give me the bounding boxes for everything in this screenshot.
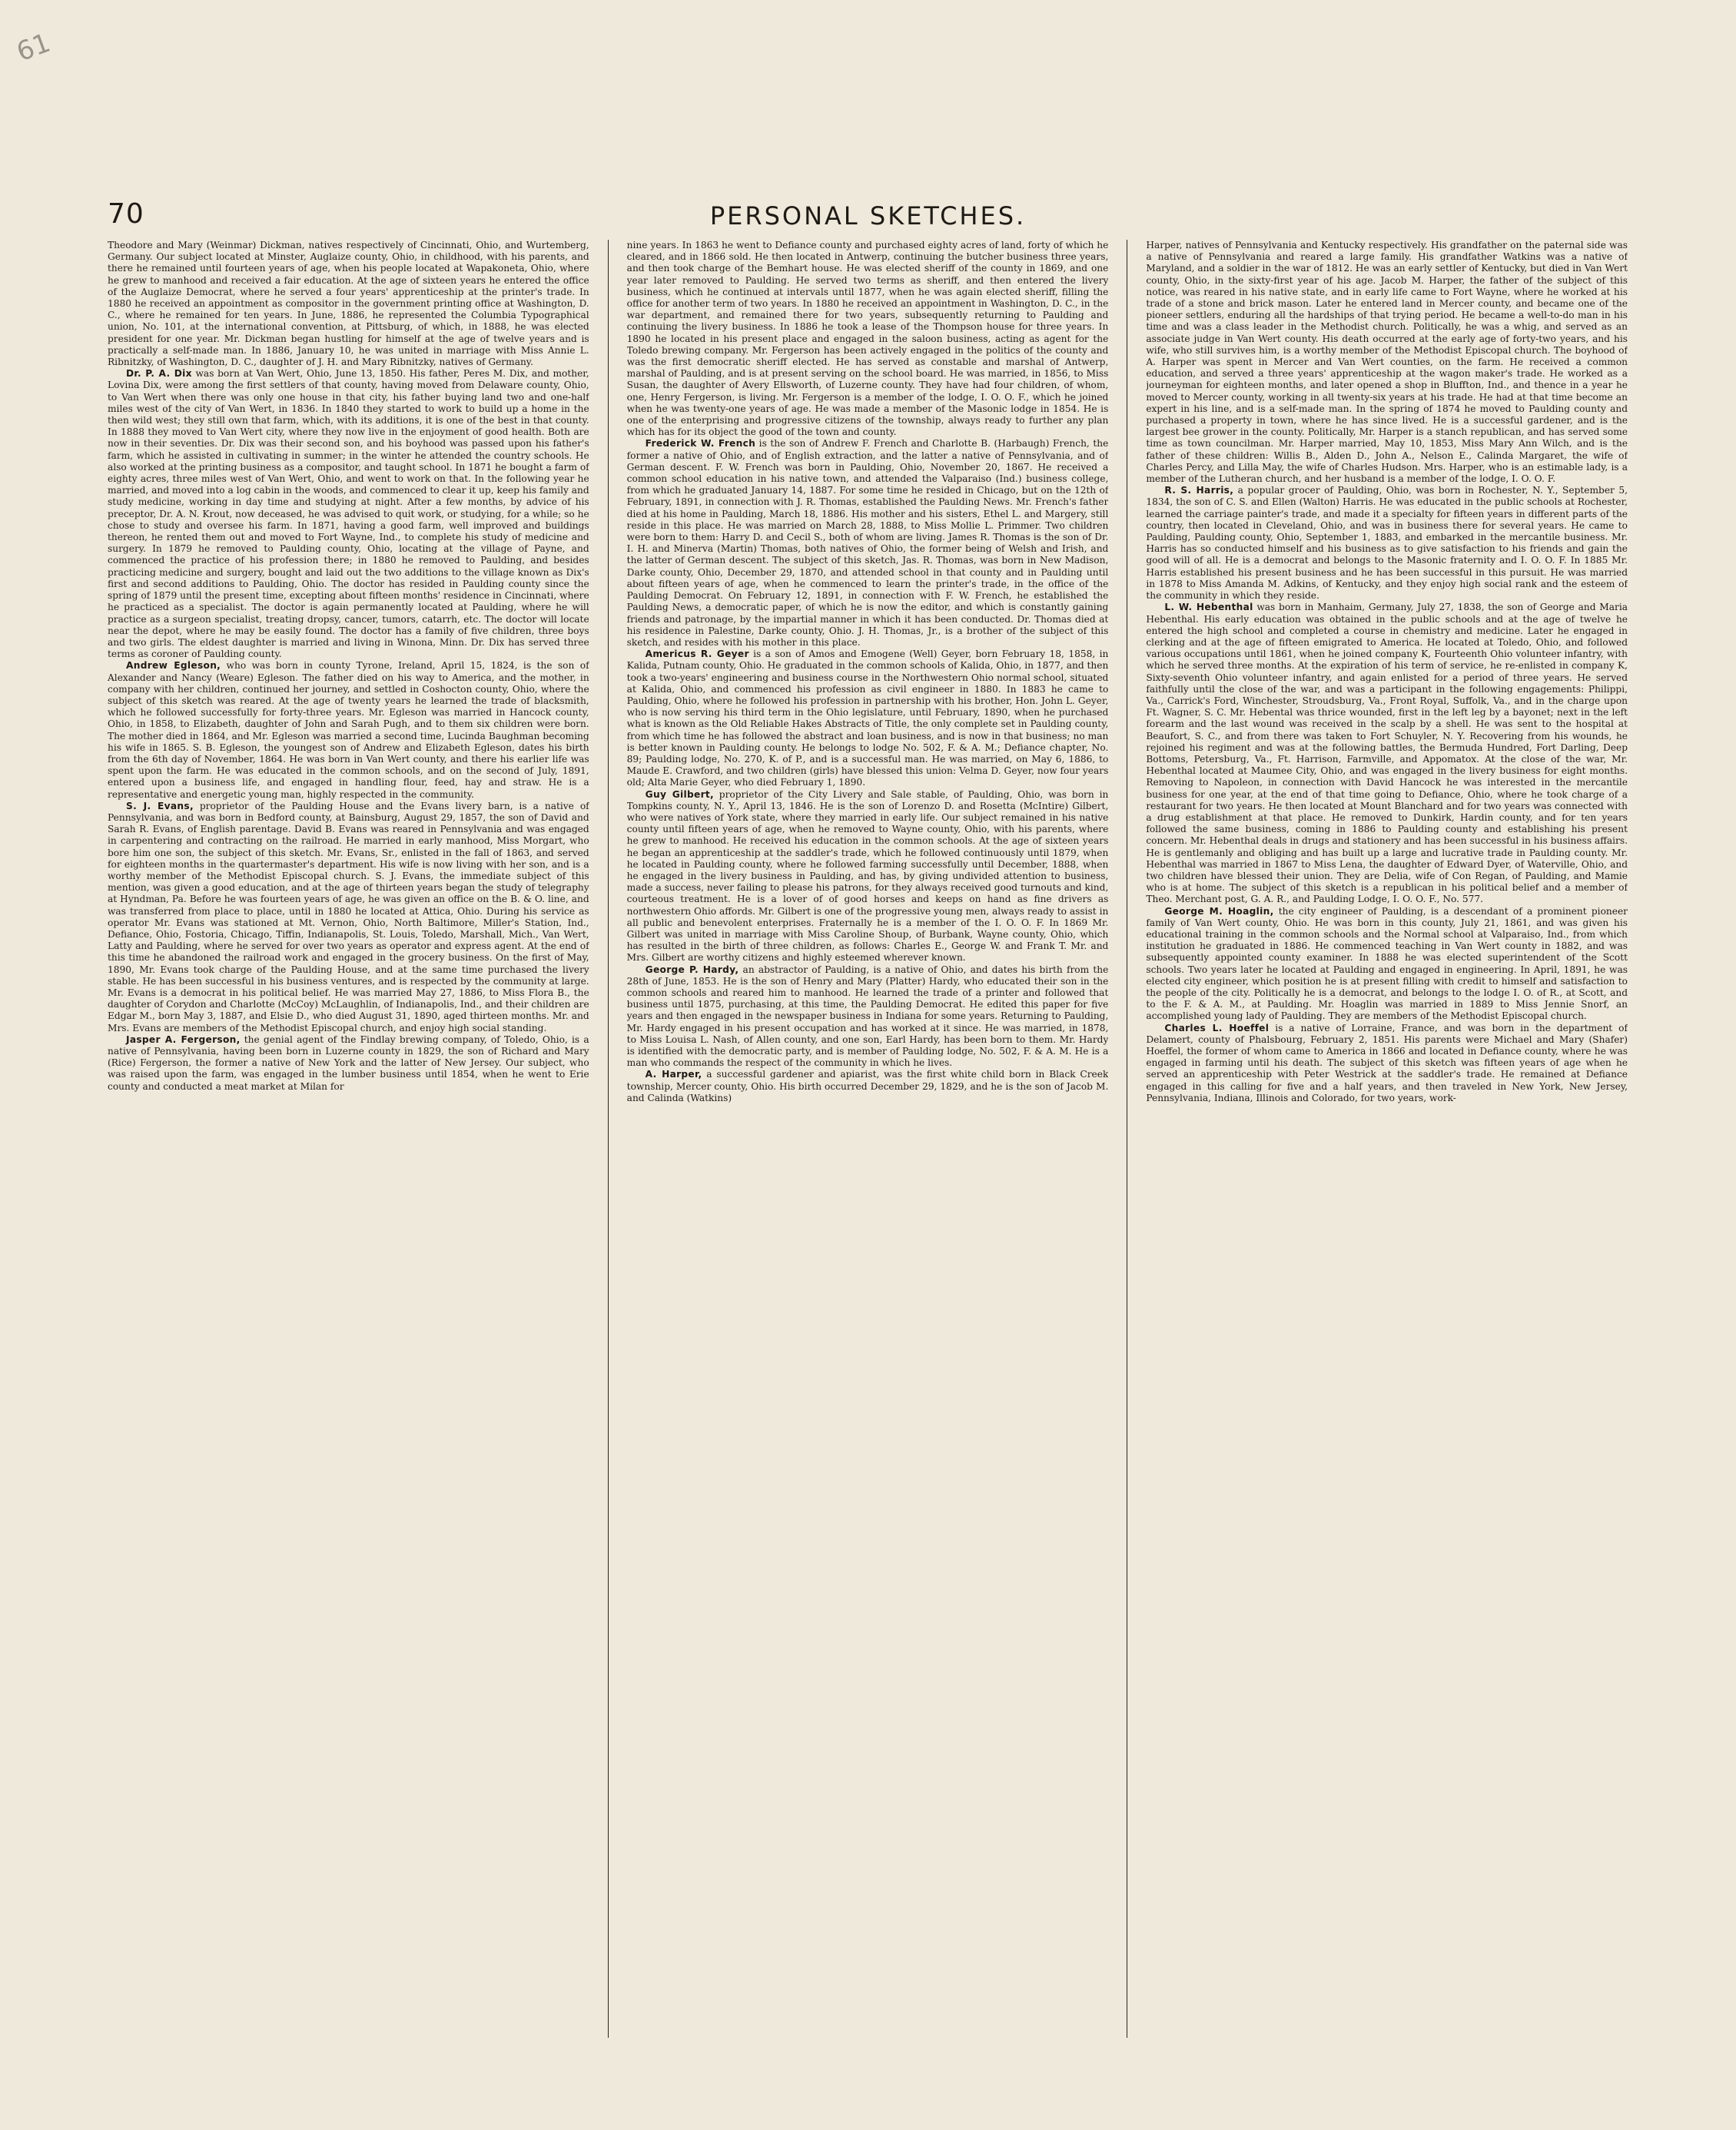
subject-name: George P. Hardy, (645, 964, 739, 975)
subject-name: Dr. P. A. Dix (126, 368, 192, 380)
sketch-text: Harper, natives of Pennsylvania and Kentucky respectively. His grandfather on the paternal side was a native of Pennsylvania and reared a large family. His grandfather Watkins was a native of Maryland, and a soldier in the war of 1812. He was an early settler of Kentucky, but died in Van Wert county, Ohio, in the sixty-first year of his age. Jacob M. Harper, the father of the subject of this notice, was reared in his native state, and in early life came to Fort Wayne, where he worked at his trade of a stone and brick mason. Later he entered land in Mercer county, and became one of the pioneer settlers, enduring all the hardships of that trying period. He became a well-to-do man in his time and was a class leader in the Methodist church. Politically, he was a whig, and served as an associate judge in Van Wert county. His death occurred at the early age of forty-two years, and his wife, who still survives him, is a worthy member of the Methodist Episcopal church. The boyhood of A. Harper was spent in Mercer and Van Wert counties, on the farm. He received a common education, and served a three years' apprenticeship at the wagon maker's trade. He worked as a journeyman for eighteen months, and later opened a shop in Bluffton, Ind., and thence in a year he moved to Mercer county, working in all twenty-six years at his trade. He had at that time become an expert in his line, and is a self-made man. In the spring of 1874 he moved to Paulding county and purchased a property in town, where he has since lived. He is a successful gardener, and is the largest bee grower in the county. Politically, Mr. Harper is a stanch republican, and has served some time as town councilman. Mr. Harper married, May 10, 1853, Miss Mary Ann Wilch, and is the father of these children: Willis B., Alden D., John A., Nelson E., Calinda Margaret, the wife of Charles Percy, and Lilla May, the wife of Charles Hudson. Mrs. Harper, who is an estimable lady, is a member of the Lutheran church, and her husband is a member of the lodge, I. O. O. F. (1146, 240, 1628, 485)
sketch-paragraph (627, 240, 1109, 438)
page-number: 70 (108, 198, 144, 230)
sketch-text: an abstractor of Paulding, is a native of Ohio, and dates his birth from the 28th of June, 1853. He is the son of Henry and Mary (Platter) Hardy, who educated their son in the common schools and reared him to manhood. He learned the trade of a printer and followed that business until 1875, purchasing, at this time, the Paulding Democrat. He edited this paper for five years and then engaged in the newspaper business in Indiana for some years. Returning to Paulding, Mr. Hardy engaged in his present occupation and has worked at it since. He was married, in 1878, to Miss Louisa L. Nash, of Allen county, and one son, Earl Hardy, has been born to them. Mr. Hardy is identified with the democratic party, and is member of Paulding lodge, No. 502, F. & A. M. He is a man who commands the respect of the community in which he lives. (626, 964, 1109, 1069)
sketch-paragraph (108, 1034, 589, 1093)
subject-name: Guy Gilbert, (645, 788, 714, 800)
sketch-paragraph (108, 801, 589, 1034)
sketch-paragraph (627, 789, 1109, 964)
sketch-text: nine years. In 1863 he went to Defiance county and purchased eighty acres of land, forty of which he cleared, and in 1866 sold. He then located in Antwerp, continuing the butcher business three years, and then took charge of the Bemhart house. He was elected sheriff of the county in 1869, and one year later removed to Paulding. He served two terms as sheriff, and then entered the livery business, which he continued at intervals until 1877, when he was again elected sheriff, filling the office for another term of two years. In 1880 he received an appointment in Washington, D. C., in the war department, and remained there for two years, subsequently returning to Paulding and continuing the livery business. In 1886 he took a lease of the Thompson house for three years. In 1890 he located in his present place and engaged in the saloon business, acting as agent for the Toledo brewing company. Mr. Fergerson has been actively engaged in the politics of the county and was the first democratic sheriff elected. He has served as constable and marshal of Antwerp, marshal of Paulding, and is at present serving on the school board. He was married, in 1856, to Miss Susan, the daughter of Avery Ellsworth, of Luzerne county. They have had four children, of whom, one, Henry Fergerson, is living. Mr. Fergerson is a member of the lodge, I. O. O. F., which he joined when he was twenty-one years of age. He was made a member of the Masonic lodge in 1854. He is one of the enterprising and progressive citizens of the township, always ready to further any plan which has for its object the good of the town and county. (626, 240, 1109, 438)
sketch-paragraph (1146, 485, 1628, 602)
sketch-paragraph (627, 1069, 1109, 1104)
sketch-paragraph (1146, 602, 1628, 905)
sketch-paragraph (108, 368, 589, 660)
pencil-mark: 61 (12, 27, 55, 68)
subject-name: Americus R. Geyer (645, 649, 749, 660)
sketch-text: is the son of Andrew F. French and Charlotte B. (Harbaugh) French, the former a native of Ohio, and of English extraction, and the latter a native of Pennsylvania, and of German descent. F. W. French was born in Paulding, Ohio, November 20, 1867. He received a common school education in his native town, and attended the Valparaiso (Ind.) business college, from which he graduated January 14, 1887. For some time he resided in Chicago, but on the 12th of February, 1891, in connection with J. R. Thomas, established the Paulding News. Mr. French's father died at his home in Paulding, March 18, 1886. His mother and his sisters, Ethel L. and Margery, still reside in this place. He was married on March 28, 1888, to Miss Mollie L. Primmer. Two children were born to them: Harry D. and Cecil S., both of whom are living. James R. Thomas is the son of Dr. I. H. and Minerva (Martin) Thomas, both natives of Ohio, the former being of Welsh and Irish, and the latter of German descent. The subject of this sketch, Jas. R. Thomas, was born in New Madison, Darke county, Ohio, December 29, 1870, and attended school in that county and in Paulding until about fifteen years of age, when he commenced to learn the printer's trade, in the office of the Paulding Democrat. On February 12, 1891, in connection with F. W. French, he established the Paulding News, a democratic paper, of which he is now the editor, and which is constantly gaining friends and patronage, by the impartial manner in which it has been conducted. Dr. Thomas died at his residence in Palestine, Darke county, Ohio. J. H. Thomas, Jr., is a brother of the subject of this sketch, and resides with his mother in this place. (626, 438, 1109, 648)
sketch-paragraph (627, 649, 1109, 788)
sketch-text: was born at Van Wert, Ohio, June 13, 1850. His father, Peres M. Dix, and mother, Lovina Dix, were among the first settlers of that county, having moved from Delaware county, Ohio, to Van Wert when there was only one house in that city, his father buying land two and one-half miles west of the city of Van Wert, in 1836. In 1840 they started to work to build up a home in the then wild west; they still own that farm, which, with its additions, it is one of the best in that county. In 1888 they moved to Van Wert city, where they now live in the enjoyment of good health. Both are now in their seventies. Dr. Dix was their second son, and his boyhood was passed upon his father's farm, which he assisted in cultivating in summer; in the winter he attended the country schools. He also worked at the printing business as a compositor, and taught school. In 1871 he bought a farm of eighty acres, three miles west of Van Wert, Ohio, and went to work on that. In the following year he married, and moved into a log cabin in the woods, and commenced to clear it up, keep his family and study medicine, working in day time and studying at night. After a few months, by advice of his preceptor, Dr. A. N. Krout, now deceased, he was advised to quit work, or studying, for a while; so he chose to study and oversee his farm. In 1871, having a good farm, well improved and buildings thereon, he rented them out and moved to Fort Wayne, Ind., to complete his study of medicine and surgery. In 1879 he removed to Paulding county, Ohio, locating at the village of Payne, and commenced the practice of his profession there; in 1880 he removed to Paulding, and besides practicing medicine and surgery, bought and laid out the two additions to the village known as Dix's first and second additions to Paulding, Ohio. The doctor has resided in Paulding county since the spring of 1879 until the present time, excepting about fifteen months' residence in Cincinnati, where he practiced as a specialist. The doctor is again permanently located at Paulding, where he will practice as a surgeon specialist, treating dropsy, cancer, tumors, catarrh, etc. The doctor will locate near the depot, where he may be easily found. The doctor has a family of five children, three boys and two girls. The eldest daughter is married and living in Winona, Minn. Dr. Dix has served three terms as coroner of Paulding county. (108, 368, 589, 660)
running-head: PERSONAL SKETCHES. (709, 201, 1027, 231)
subject-name: A. Harper, (645, 1069, 702, 1080)
sketch-paragraph (108, 240, 589, 368)
sketch-text: a successful gardener and apiarist, was the first white child born in Black Creek township, Mercer county, Ohio. His birth occurred December 29, 1829, and he is the son of Jacob M. and Calinda (Watkins) (626, 1069, 1109, 1103)
sketch-paragraph (1146, 240, 1628, 485)
sketch-text: who was born in county Tyrone, Ireland, April 15, 1824, is the son of Alexander and Nancy (Weare) Egleson. The father died on his way to America, and the mother, in company with her children, continued her journey, and settled in Coshocton county, Ohio, where the subject of this sketch was reared. At the age of twenty years he learned the trade of blacksmith, which he followed successfully for forty-three years. Mr. Egleson was married in Hancock county, Ohio, in 1858, to Elizabeth, daughter of John and Sarah Pugh, and to them six children were born. The mother died in 1864, and Mr. Egleson was married a second time, Lucinda Baughman becoming his wife in 1865. S. B. Egleson, the youngest son of Andrew and Elizabeth Egleson, dates his birth from the 6th day of November, 1864. He was born in Van Wert county, and there his earlier life was spent upon the farm. He was educated in the common schools, and on the second of July, 1891, entered upon a business life, and engaged in handling flour, feed, hay and straw. He is a representative and energetic young man, highly respected in the community. (108, 660, 589, 800)
sketch-paragraph (627, 438, 1109, 649)
subject-name: S. J. Evans, (126, 800, 194, 811)
sketch-paragraph (108, 660, 589, 800)
column-rule (608, 240, 609, 2038)
column-1 (108, 240, 589, 2038)
sketch-paragraph (1146, 906, 1628, 1023)
sketch-text: proprietor of the Paulding House and the Evans livery barn, is a native of Pennsylvania, and was born in Bedford county, at Bainsburg, August 29, 1857, the son of David and Sarah R. Evans, of English parentage. David B. Evans was reared in Pennsylvania and was engaged in carpentering and contracting on the railroad. He married in early manhood, Miss Morgart, who bore him one son, the subject of this sketch. Mr. Evans, Sr., enlisted in the fall of 1863, and served for eighteen months in the quartermaster's department. His wife is now living with her son, and is a worthy member of the Methodist Episcopal church. S. J. Evans, the immediate subject of this mention, was given a good education, and at the age of thirteen years began the study of telegraphy at Hyndman, Pa. Before he was fourteen years of age, he was given an office on the B. & O. line, and was transferred from place to place, until in 1880 he located at Attica, Ohio. During his service as operator Mr. Evans was stationed at Mt. Vernon, Ohio, North Baltimore, Miller's Station, Ind., Defiance, Ohio, Fostoria, Chicago, Tiffin, Indianapolis, St. Louis, Toledo, Marshall, Mich., Van Wert, Latty and Paulding, where he served for over two years as operator and express agent. At the end of this time he abandoned the railroad work and engaged in the grocery business. On the first of May, 1890, Mr. Evans took charge of the Paulding House, and at the same time purchased the livery stable. He has been successful in his business ventures, and is respected by the community at large. Mr. Evans is a democrat in his political belief. He was married May 27, 1886, to Miss Flora B., the daughter of Corydon and Charlotte (McCoy) McLaughlin, of Indianapolis, Ind., and their children are Edgar M., born May 3, 1887, and Elsie D., who died August 31, 1890, aged thirteen months. Mr. and Mrs. Evans are members of the Methodist Episcopal church, and enjoy high social standing. (108, 800, 589, 1033)
subject-name: L. W. Hebenthal (1164, 602, 1253, 613)
text-columns (108, 240, 1628, 2038)
sketch-paragraph (1146, 1023, 1628, 1104)
subject-name: Andrew Egleson, (126, 660, 221, 672)
sketch-paragraph (627, 964, 1109, 1070)
sketch-text: Theodore and Mary (Weinmar) Dickman, natives respectively of Cincinnati, Ohio, and Wurtemberg, Germany. Our subject located at Minster, Auglaize county, Ohio, in childhood, with his parents, and there he remained until fourteen years of age, when his people located at Wapakoneta, Ohio, where he grew to manhood and received a fair education. At the age of sixteen years he entered the office of the Auglaize Democrat, where he served a four years' apprenticeship at the printer's trade. In 1880 he received an appointment as compositor in the government printing office at Washington, D. C., where he remained for ten years. In June, 1886, he represented the Columbia Typographical union, No. 101, at the international convention, at Pittsburg, of which, in 1888, he was elected president for one year. Mr. Dickman began hustling for himself at the age of twelve years and is practically a self-made man. In 1886, January 10, he was united in marriage with Miss Annie L. Ribnitzky, of Washington, D. C., daughter of J. H. and Mary Ribnitzky, natives of Germany. (108, 240, 589, 368)
sketch-text: the genial agent of the Findlay brewing company, of Toledo, Ohio, is a native of Pennsylvania, having been born in Luzerne county in 1829, the son of Richard and Mary (Rice) Fergerson, the former a native of New York and the latter of New Jersey. Our subject, who was raised upon the farm, was engaged in the lumber business until 1854, when he went to Erie county and conducted a meat market at Milan for (108, 1033, 589, 1092)
column-2 (627, 240, 1109, 2038)
sketch-text: is a native of Lorraine, France, and was born in the department of Delamert, county of Phalsbourg, February 2, 1851. His parents were Michael and Mary (Shafer) Hoeffel, the former of whom came to America in 1866 and located in Defiance county, where he was engaged in farming until his death. The subject of this sketch was fifteen years of age when he served an apprenticeship with Peter Westrick at the saddler's trade. He remained at Defiance engaged in this calling for five and a half years, and then traveled in New York, New Jersey, Pennsylvania, Indiana, Illinois and Colorado, for two years, work- (1146, 1022, 1628, 1103)
sketch-text: was born in Manhaim, Germany, July 27, 1838, the son of George and Maria Hebenthal. His early education was obtained in the public schools and at the age of twelve he entered the high school and completed a course in chemistry and medicine. Later he engaged in clerking and at the age of fifteen emigrated to America. He located at Toledo, Ohio, and followed various occupations until 1861, when he joined company K, Fourteenth Ohio volunteer infantry, with which he served three months. At the expiration of his term of service, he re-enlisted in company K, Sixty-seventh Ohio volunteer infantry, and again enlisted for a period of three years. He served faithfully until the close of the war, and was a participant in the following engagements: Philippi, Va., Carrick's Ford, Winchester, Stroudsburg, Va., Front Royal, Suffolk, Va., and in the charge upon Ft. Wagner, S. C. Mr. Hebental was thrice wounded, first in the left leg by a bayonet; next in the left forearm and the last wound was received in the scalp by a shell. He was sent to the hospital at Beaufort, S. C., and from there was taken to Fort Schuyler, N. Y. Recovering from his wounds, he rejoined his regiment and was at the following battles, the Bermuda Hundred, Fort Darling, Deep Bottoms, Petersburg, Va., Ft. Harrison, Farmville, and Appomatox. At the close of the war, Mr. Hebenthal located at Maumee City, Ohio, and was engaged in the livery business for eight months. Removing to Napoleon, in connection with David Hancock he was interested in the mercantile business for one year, at the end of that time going to Defiance, Ohio, where he took charge of a restaurant for two years. He then located at Mount Blanchard and for two years was connected with a drug establishment at that place. He removed to Dunkirk, Hardin county, and for ten years followed the same business, coming in 1886 to Paulding county and establishing his present concern. Mr. Hebenthal deals in drugs and stationery and has been successful in his business affairs. He is gentlemanly and obliging and has built up a large and lucrative trade in Paulding county. Mr. Hebenthal was married in 1867 to Miss Lena, the daughter of Edward Dyer, of Waterville, Ohio, and two children have blessed their union. They are Delia, wife of Con Regan, of Paulding, and Mamie who is at home. The subject of this sketch is a republican in his political belief and a member of Theo. Merchant post, G. A. R., and Paulding Lodge, I. O. O. F., No. 577. (1146, 602, 1628, 905)
subject-name: Charles L. Hoeffel (1164, 1022, 1270, 1033)
subject-name: R. S. Harris, (1164, 485, 1234, 496)
sketch-text: is a son of Amos and Emogene (Well) Geyer, born February 18, 1858, in Kalida, Putnam county, Ohio. He graduated in the common schools of Kalida, Ohio, in 1877, and then took a two-years' engineering and business course in the Northwestern Ohio normal school, situated at Kalida, Ohio, and commenced his profession as civil engineer in 1880. In 1883 he came to Paulding, Ohio, where he followed his profession in partnership with his brother, Hon. John L. Geyer, who is now serving his third term in the Ohio legislature, until February, 1890, when he purchased what is known as the Old Reliable Hakes Abstracts of Title, the only complete set in Paulding county, from which time he has followed the abstract and loan business, and is now in that business; no man is better known in Paulding county. He belongs to lodge No. 502, F. & A. M.; Defiance chapter, No. 89; Paulding lodge, No. 270, K. of P., and is a successful man. He was married, on May 6, 1886, to Maude E. Crawford, and two children (girls) have blessed this union: Velma D. Geyer, now four years old; Alta Marie Geyer, who died February 1, 1890. (626, 649, 1109, 788)
subject-name: Frederick W. French (645, 438, 756, 450)
subject-name: George M. Hoaglin, (1164, 905, 1274, 917)
column-3 (1146, 240, 1628, 2038)
sketch-text: proprietor of the City Livery and Sale stable, of Paulding, Ohio, was born in Tompkins county, N. Y., April 13, 1846. He is the son of Lorenzo D. and Rosetta (McIntire) Gilbert, who were natives of York state, where they married in early life. Our subject remained in his native county until fifteen years of age, when he removed to Wayne county, Ohio, with his parents, where he grew to manhood. He received his education in the common schools. At the age of sixteen years he began an apprenticeship at the saddler's trade, which he followed continuously until 1879, when he located in Paulding county, where he followed farming successfully until December, 1888, when he engaged in the livery business in Paulding, and has, by giving undivided attention to business, made a success, never failing to please his patrons, for they always received good turnouts and kind, courteous treatment. He is a lover of of good horses and keeps on hand as fine drivers as northwestern Ohio affords. Mr. Gilbert is one of the progressive young men, always ready to assist in all public and benevolent enterprises. Fraternally he is a member of the I. O. O. F. In 1869 Mr. Gilbert was united in marriage with Miss Caroline Shoup, of Burbank, Wayne county, Ohio, which has resulted in the birth of three children, as follows: Charles E., George W. and Frank T. Mr. and Mrs. Gilbert are worthy citizens and highly esteemed wherever known. (626, 788, 1109, 964)
sketch-text: the city engineer of Paulding, is a descendant of a prominent pioneer family of Van Wert county, Ohio. He was born in this county, July 21, 1861, and was given his educational training in the common schools and the Normal school at Valparaiso, Ind., from which institution he graduated in 1886. He commenced teaching in Van Wert county in 1882, and was subsequently appointed county examiner. In 1888 he was elected superintendent of the Scott schools. Two years later he located at Paulding and engaged in engineering. In April, 1891, he was elected city engineer, which position he is at present filling with credit to himself and satisfaction to the people of the city. Politically he is a democrat, and belongs to the lodge I. O. of R., at Scott, and to the F. & A. M., at Paulding. Mr. Hoaglin was married in 1889 to Miss Jennie Snorf, an accomplished young lady of Paulding. They are members of the Methodist Episcopal church. (1146, 905, 1628, 1022)
sketch-text: a popular grocer of Paulding, Ohio, was born in Rochester, N. Y., September 5, 1834, the son of C. S. and Ellen (Walton) Harris. He was educated in the public schools at Rochester, learned the carriage painter's trade, and made it a specialty for fifteen years in different parts of the country, then located in Cleveland, Ohio, and was in business there for several years. He came to Paulding, Paulding county, Ohio, September 1, 1883, and embarked in the mercantile business. Mr. Harris has so conducted himself and his business as to give satisfaction to his friends and gain the good will of all. He is a democrat and belongs to the Masonic fraternity and I. O. O. F. In 1885 Mr. Harris established his present business and he has been successful in this pursuit. He was married in 1878 to Miss Amanda M. Adkins, of Kentucky, and they enjoy high social rank and the esteem of the community in which they reside. (1146, 485, 1628, 602)
subject-name: Jasper A. Fergerson, (126, 1033, 241, 1045)
